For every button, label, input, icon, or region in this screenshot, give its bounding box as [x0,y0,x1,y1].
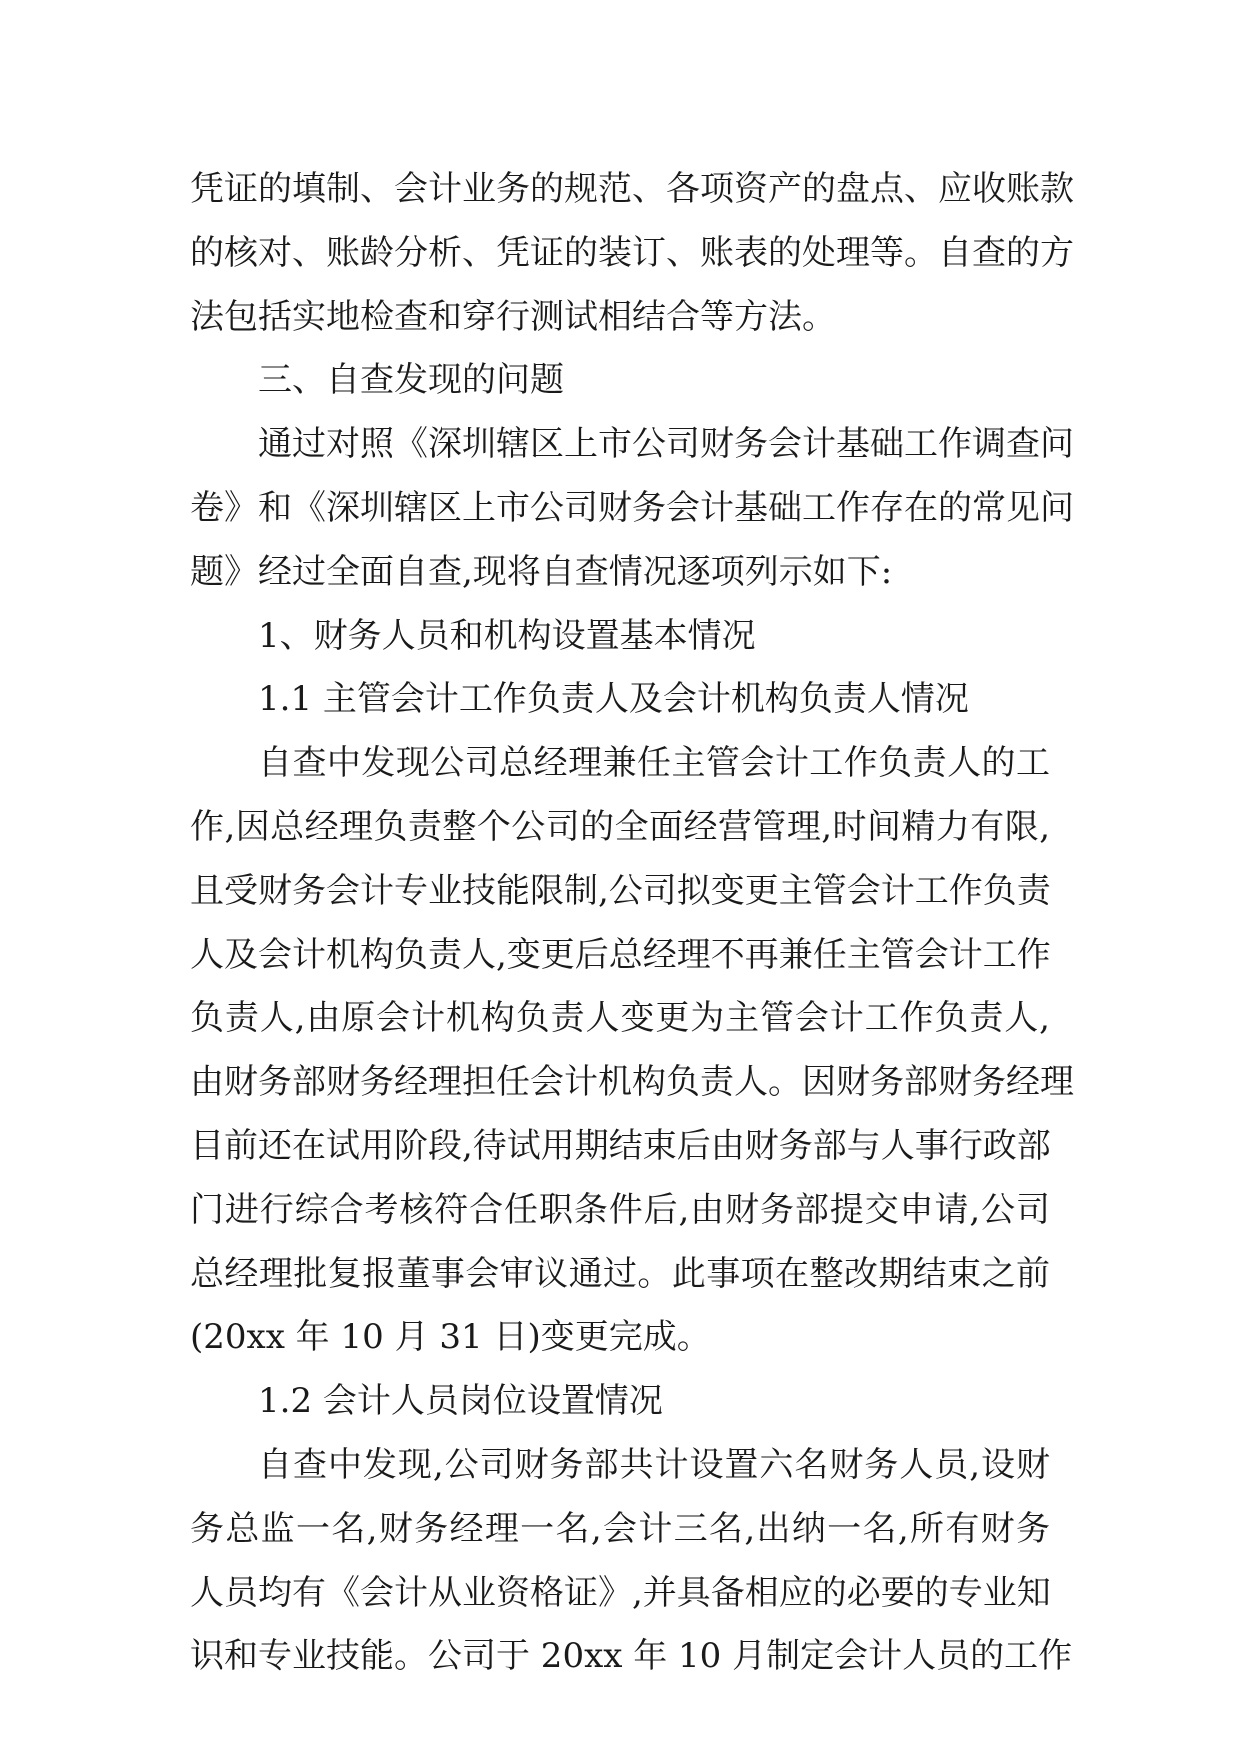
text-line: 识和专业技能。公司于 20xx 年 10 月制定会计人员的工作 [190,1636,1073,1677]
text-line: 通过对照《深圳辖区上市公司财务会计基础工作调查问 [258,424,1074,465]
text-line: 的核对、账龄分析、凭证的装订、账表的处理等。自查的方 [190,232,1074,273]
text-line: 务总监一名,财务经理一名,会计三名,出纳一名,所有财务 [190,1508,1050,1549]
text-line: 自查中发现公司总经理兼任主管会计工作负责人的工 [258,743,1050,784]
text-line: 由财务部财务经理担任会计机构负责人。因财务部财务经理 [190,1062,1074,1103]
text-line: 作,因总经理负责整个公司的全面经营管理,时间精力有限, [190,806,1050,847]
text-line: 人及会计机构负责人,变更后总经理不再兼任主管会计工作 [190,934,1051,975]
subsection-heading: 1.2 会计人员岗位设置情况 [258,1381,663,1422]
section-heading: 三、自查发现的问题 [258,360,564,401]
text-line: 且受财务会计专业技能限制,公司拟变更主管会计工作负责 [190,870,1051,911]
text-line: 总经理批复报董事会审议通过。此事项在整改期结束之前 [190,1253,1050,1294]
text-line: 题》经过全面自查,现将自查情况逐项列示如下: [190,551,893,592]
text-line: 负责人,由原会计机构负责人变更为主管会计工作负责人, [190,998,1050,1039]
text-line: 自查中发现,公司财务部共计设置六名财务人员,设财 [258,1444,1050,1485]
text-line: 门进行综合考核符合任职条件后,由财务部提交申请,公司 [190,1189,1050,1230]
text-line: 法包括实地检查和穿行测试相结合等方法。 [190,296,836,337]
text-line: (20xx 年 10 月 31 日)变更完成。 [190,1317,711,1358]
subsection-heading: 1.1 主管会计工作负责人及会计机构负责人情况 [258,679,969,720]
text-line: 目前还在试用阶段,待试用期结束后由财务部与人事行政部 [190,1125,1051,1166]
text-line: 凭证的填制、会计业务的规范、各项资产的盘点、应收账款 [190,169,1074,209]
text-line: 卷》和《深圳辖区上市公司财务会计基础工作存在的常见问 [190,487,1074,528]
text-line: 人员均有《会计从业资格证》,并具备相应的必要的专业知 [190,1572,1051,1613]
subsection-heading: 1、财务人员和机构设置基本情况 [258,615,756,656]
document-body [190,158,1074,1689]
